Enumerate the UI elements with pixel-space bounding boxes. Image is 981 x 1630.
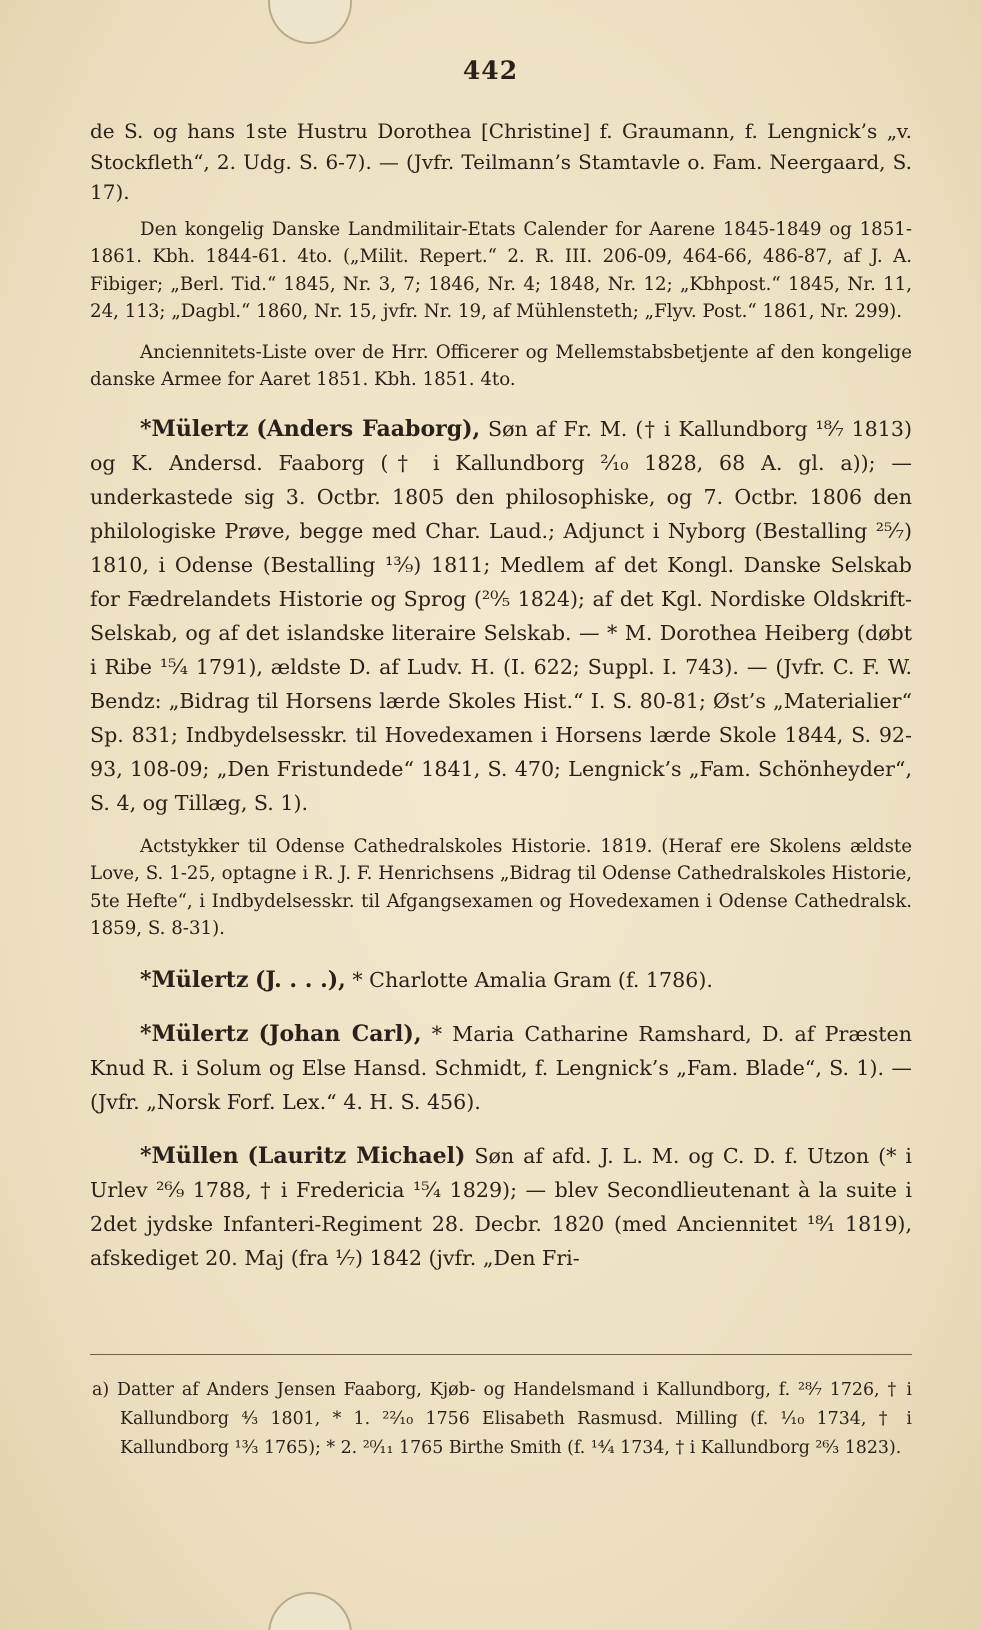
- biography-entry-j: [90, 963, 912, 997]
- headword: *Mülertz: [140, 966, 249, 993]
- biography-entry-mullen: [90, 1139, 912, 1275]
- page-number: 442: [462, 56, 519, 85]
- entry-text: Søn af Fr. M. († i Kallundborg ¹⁸⁄₇ 1813) og K. Andersd. Faaborg († i Kallundborg ²⁄₁₀ 1828, 68 A. gl. a)); — underkastede sig 3. Octbr. 1805 den philosophiske, og 7. Octbr. 1806 den philologiske Prøve, begge med Char. Laud.; Adjunct i Nyborg (Bestalling ²⁵⁄₇) 1810, i Odense (Bestalling ¹³⁄₉) 1811; Medlem af det Kongl. Danske Selskab for Fædrelandets Historie og Sprog (²⁰⁄₅ 1824); af det Kgl. Nordiske Oldskrift-Selskab, og af det islandske literaire Selskab. — * M. Dorothea Heiberg (døbt i Ribe ¹⁵⁄₄ 1791), ældste D. af Ludv. H. (I. 622; Suppl. I. 743). — (Jvfr. C. F. W. Bendz: „Bidrag til Horsens lærde Skoles Hist.“ I. S. 80-81; Øst’s „Materialier“ Sp. 831; Indbydelsesskr. til Hovedexamen i Horsens lærde Skole 1844, S. 92-93, 108-09; „Den Fristundede“ 1841, S. 470; Lengnick’s „Fam. Schönheyder“, S. 4, og Tillæg, S. 1).: [90, 416, 913, 815]
- page-body: [90, 116, 912, 1275]
- bibliography-entry-actstykker: Actstykker til Odense Cathedralskoles Historie. 1819. (Heraf ere Skolens ældste Love, S. 1-25, optagne i R. J. F. Henrichsens „Bidrag til Odense Cathedralskoles Historie, 5te Hefte“, i Indbydelsesskr. til Afgangsexamen og Hovedexamen i Odense Cathedralsk. 1859, S. 8-31).: [90, 835, 912, 939]
- entry-name: (Johan Carl),: [258, 1020, 422, 1047]
- entry-name: (J. . . .),: [255, 966, 346, 993]
- punch-hole-bottom: [268, 1592, 352, 1630]
- punch-hole-top: [268, 0, 352, 44]
- entry-text: Søn af afd. J. L. M. og C. D. f. Utzon (* i Urlev ²⁶⁄₉ 1788, † i Fredericia ¹⁵⁄₄ 1829); — blev Secondlieutenant à la suite i 2det jydske Infanteri-Regiment 28. Decbr. 1820 (med Anciennitet ¹⁸⁄₁ 1819), afskediget 20. Maj (fra ¹⁄₇) 1842 (jvfr. „Den Fri-: [90, 1143, 913, 1270]
- headword: *Müllen: [140, 1142, 239, 1169]
- continued-paragraph: de S. og hans 1ste Hustru Dorothea [Christine] f. Graumann, f. Lengnick’s „v. Stockfleth“, 2. Udg. S. 6-7). — (Jvfr. Teilmann’s Stamtavle o. Fam. Neergaard, S. 17).: [90, 119, 912, 204]
- bibliography-entry-anciennitet: Anciennitets-Liste over de Hrr. Officerer og Mellemstabsbetjente af den kongelige danske Armee for Aaret 1851. Kbh. 1851. 4to.: [90, 341, 912, 390]
- footnotes: [92, 1376, 912, 1463]
- entry-name: (Anders Faaborg),: [256, 415, 481, 442]
- entry-text: * Charlotte Amalia Gram (f. 1786).: [352, 967, 713, 992]
- entry-text: * Maria Catharine Ramshard, D. af Præsten Knud R. i Solum og Else Hansd. Schmidt, f. Lengnick’s „Fam. Blade“, S. 1). — (Jvfr. „Norsk Forf. Lex.“ 4. H. S. 456).: [90, 1021, 912, 1114]
- biography-entry-anders: [90, 412, 912, 820]
- entry-name: (Lauritz Michael): [247, 1142, 466, 1169]
- footnote-a: a) Datter af Anders Jensen Faaborg, Kjøb- og Handelsmand i Kallundborg, f. ²⁸⁄₇ 1726, † i Kallundborg ⁴⁄₃ 1801, * 1. ²²⁄₁₀ 1756 Elisabeth Rasmusd. Milling (f. ¹⁄₁₀ 1734, † i Kallundborg ¹³⁄₃ 1765); * 2. ²⁰⁄₁₁ 1765 Birthe Smith (f. ¹⁴⁄₄ 1734, † i Kallundborg ²⁶⁄₃ 1823).: [92, 1380, 912, 1458]
- headword: *Mülertz: [140, 1020, 249, 1047]
- bibliography-entry-calender: Den kongelig Danske Landmilitair-Etats Calender for Aarene 1845-1849 og 1851-1861. Kbh. 1844-61. 4to. („Milit. Repert.“ 2. R. III. 206-09, 464-66, 486-87, af J. A. Fibiger; „Berl. Tid.“ 1845, Nr. 3, 7; 1846, Nr. 4; 1848, Nr. 12; „Kbhpost.“ 1845, Nr. 11, 24, 113; „Dagbl.“ 1860, Nr. 15, jvfr. Nr. 19, af Mühlensteth; „Flyv. Post.“ 1861, Nr. 299).: [90, 218, 912, 322]
- footnote-divider: [90, 1354, 912, 1355]
- headword: *Mülertz: [140, 415, 249, 442]
- biography-entry-johan: [90, 1017, 912, 1119]
